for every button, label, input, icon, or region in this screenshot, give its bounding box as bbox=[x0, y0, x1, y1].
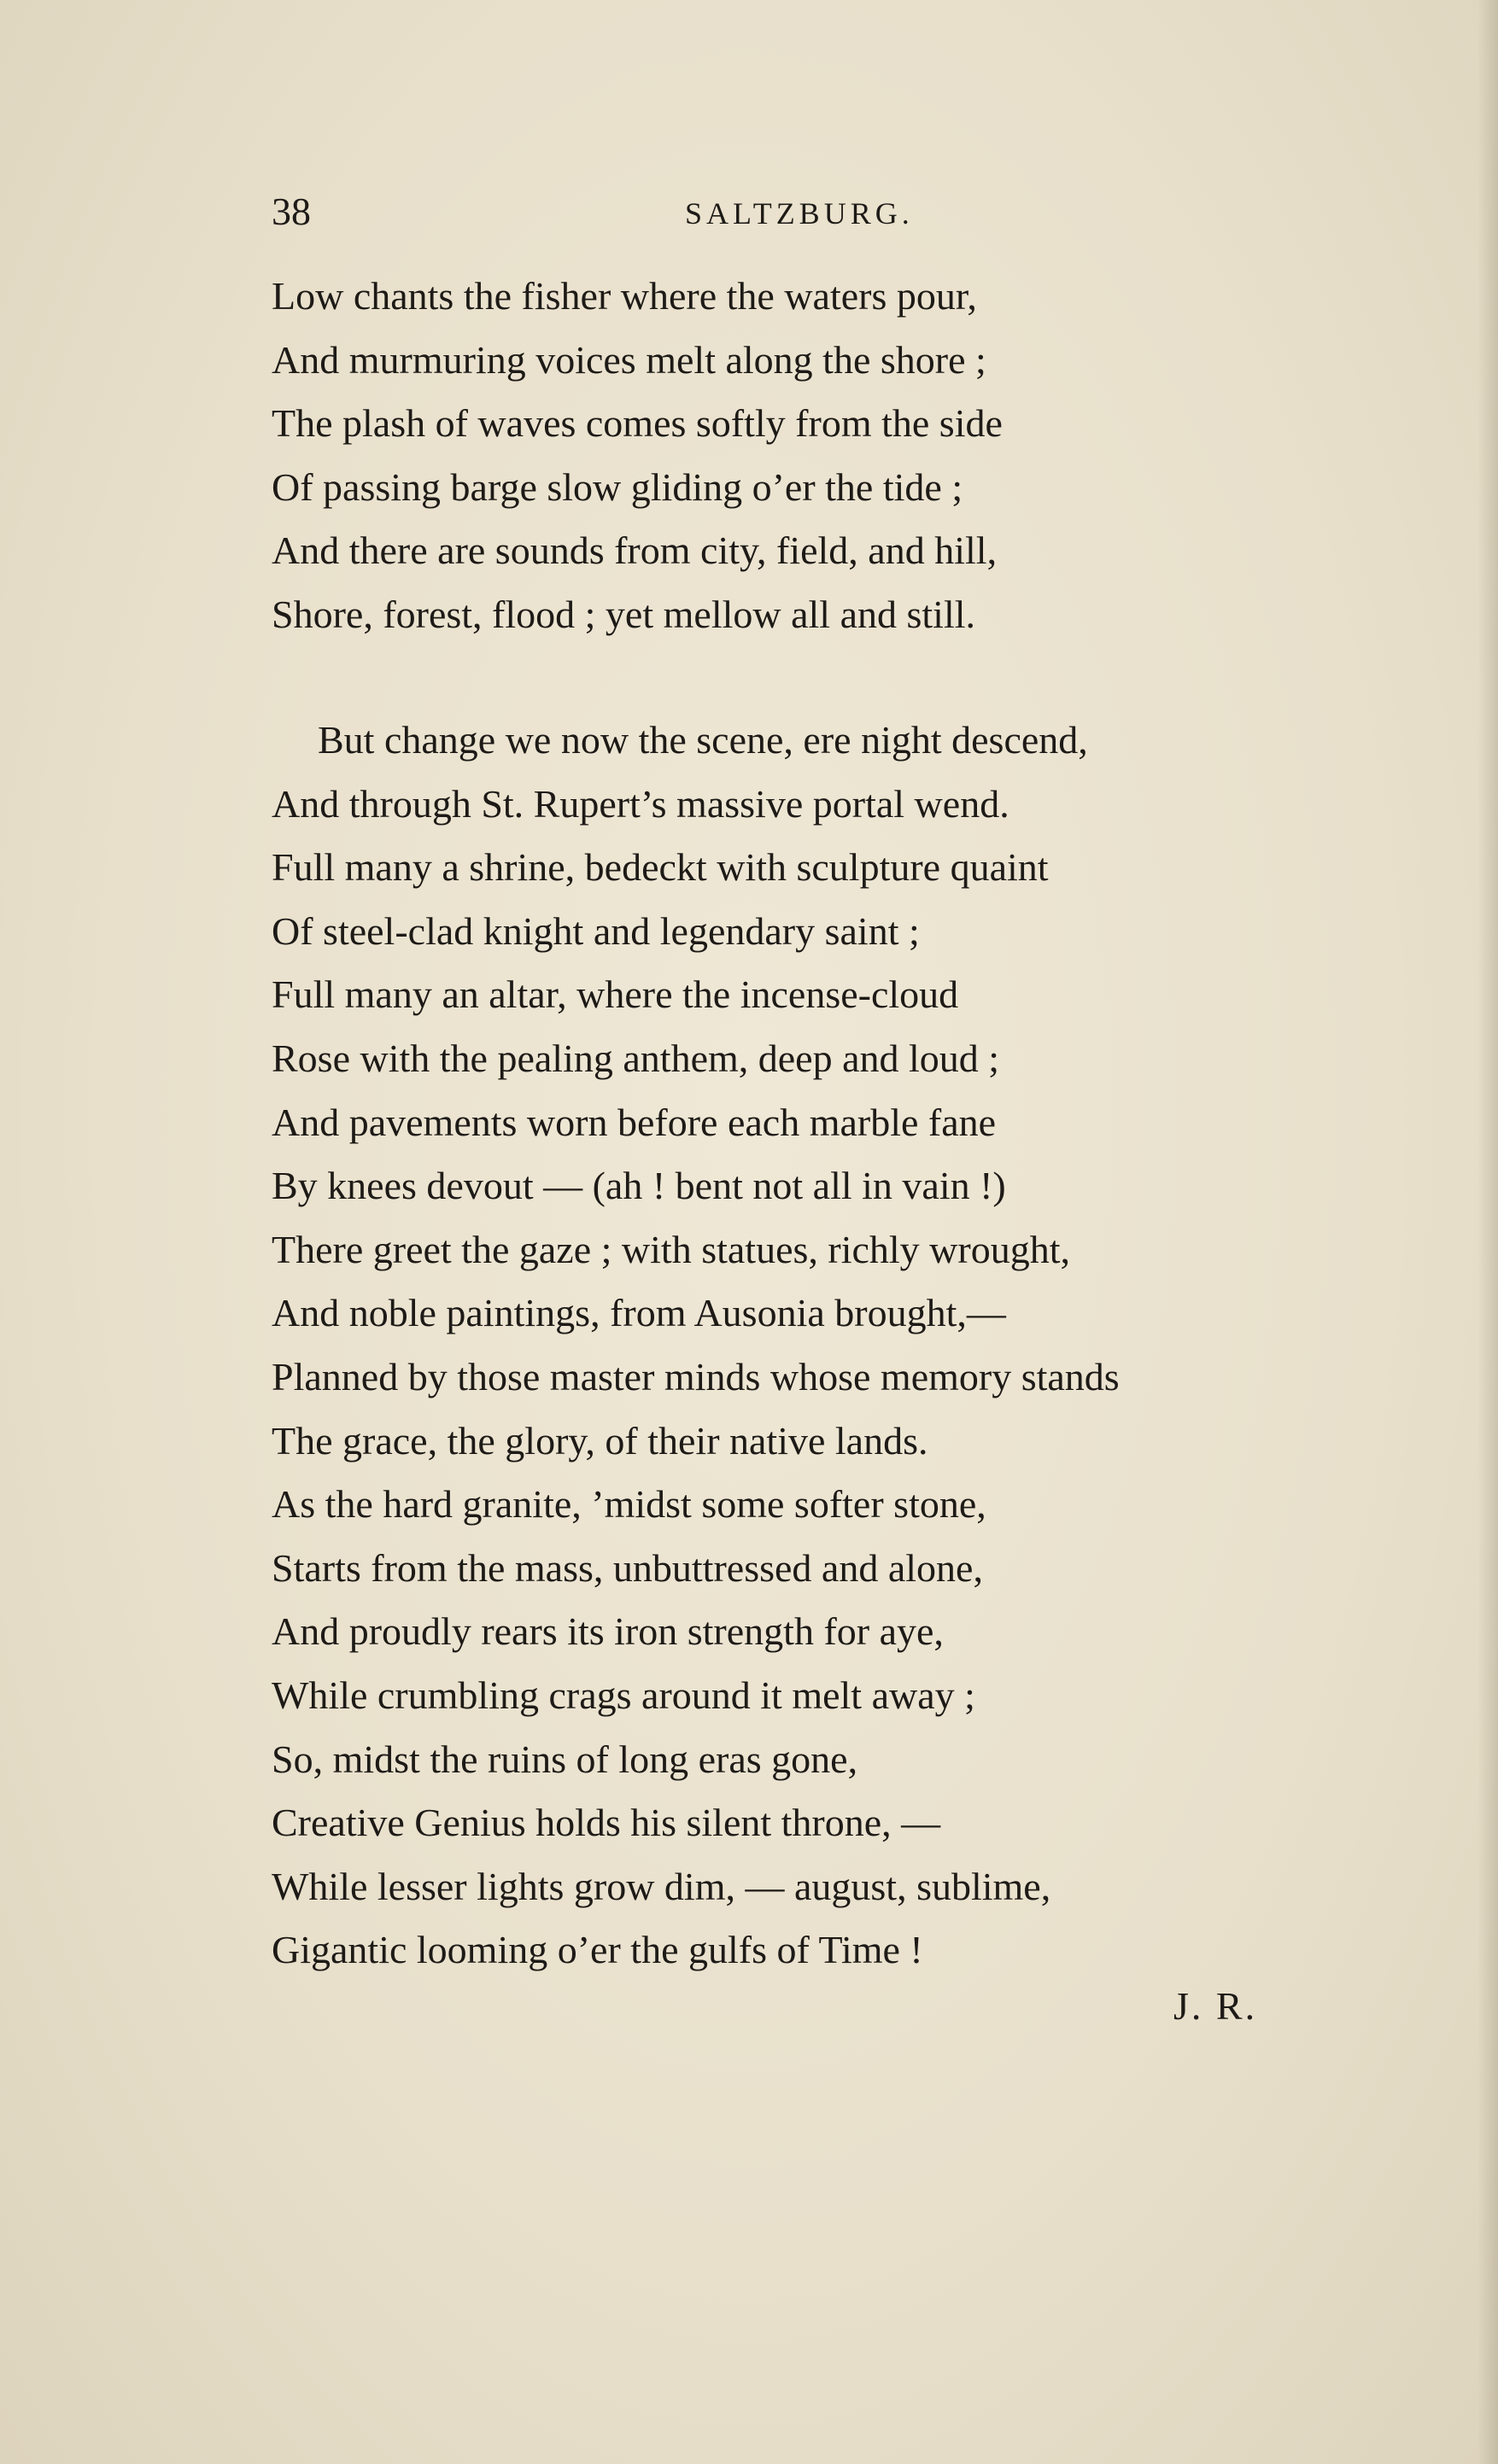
poem-line: As the hard granite, ’midst some softer stone, bbox=[272, 1482, 986, 1527]
poem-line: Planned by those master minds whose memory stands bbox=[272, 1354, 1120, 1398]
poem-line: Of passing barge slow gliding o’er the tide ; bbox=[272, 464, 963, 509]
poem-line: Creative Genius holds his silent throne, — bbox=[272, 1801, 941, 1845]
running-title: SALTZBURG. bbox=[685, 196, 914, 231]
poem-line: While lesser lights grow dim, — august, sublime, bbox=[272, 1864, 1051, 1908]
poem-line: Rose with the pealing anthem, deep and loud ; bbox=[272, 1036, 1000, 1080]
poem-line: And pavements worn before each marble fane bbox=[272, 1100, 997, 1144]
poem-line: Low chants the fisher where the waters pour, bbox=[272, 274, 977, 318]
poem-line: By knees devout — (ah ! bent not all in vain !) bbox=[272, 1164, 1006, 1208]
poem-line: And through St. Rupert’s massive portal wend. bbox=[272, 781, 1009, 826]
poem-line: And there are sounds from city, field, and hill, bbox=[272, 528, 998, 573]
stanza-1 bbox=[272, 265, 1382, 647]
poem-line: Shore, forest, flood ; yet mellow all and still. bbox=[272, 592, 976, 636]
running-head bbox=[272, 186, 1296, 237]
poem-line: While crumbling crags around it melt away ; bbox=[272, 1673, 975, 1717]
poem-line: The grace, the glory, of their native lands. bbox=[272, 1418, 928, 1463]
page-edge-shadow bbox=[1478, 0, 1498, 2464]
poem-line: Starts from the mass, unbuttressed and alone, bbox=[272, 1545, 983, 1590]
poem-line: Of steel-clad knight and legendary saint ; bbox=[272, 908, 920, 953]
poem-line: And murmuring voices melt along the shore ; bbox=[272, 337, 986, 382]
author-signature: J. R. bbox=[1173, 1984, 1258, 2028]
poem-line: And proudly rears its iron strength for aye, bbox=[272, 1609, 944, 1654]
poem-line: And noble paintings, from Ausonia brought,— bbox=[272, 1291, 1006, 1335]
stanza-2 bbox=[272, 709, 1382, 1982]
poem-line: Full many an altar, where the incense-cloud bbox=[272, 972, 959, 1017]
poem-line: Gigantic looming o’er the gulfs of Time ! bbox=[272, 1928, 923, 1972]
poem-line: But change we now the scene, ere night descend, bbox=[318, 718, 1088, 762]
poem-line: The plash of waves comes softly from the side bbox=[272, 401, 1003, 446]
poem-line: Full many a shrine, bedeckt with sculpture quaint bbox=[272, 845, 1049, 890]
page-number: 38 bbox=[272, 190, 311, 233]
poem-line: So, midst the ruins of long eras gone, bbox=[272, 1737, 858, 1781]
poem-line: There greet the gaze ; with statues, richly wrought, bbox=[272, 1227, 1071, 1271]
